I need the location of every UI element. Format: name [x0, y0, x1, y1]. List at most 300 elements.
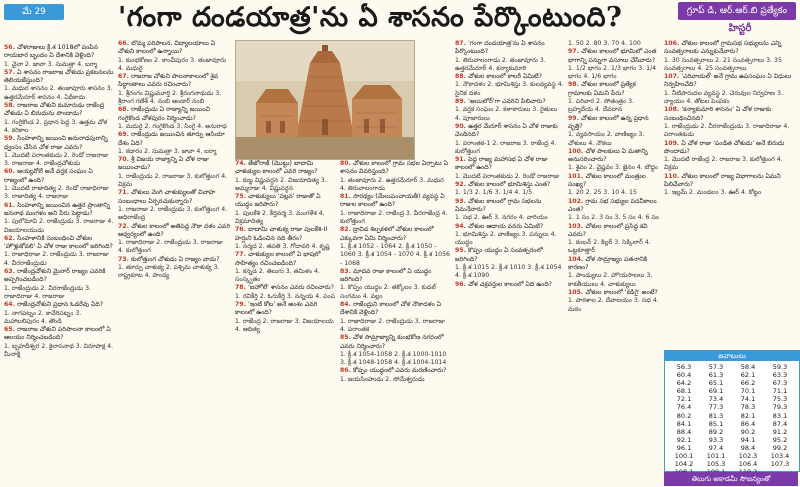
question-item [664, 140, 798, 173]
question-body: చాళుక్యులు 'పల్లవ' రాజుతో ఏ యుద్ధం జరిపారు? [235, 193, 321, 209]
question-options: 1. మొదటి రాజాదిత్య 2. రెండో రాజాధిరాజు 3. రాజాదిత్య 4. రాజరాజు [4, 185, 109, 201]
question-options: 1. కొప్పం యుద్ధం 2. తక్కోలం 3. కుడల్ సంగమం 4. వల్లం [340, 284, 436, 300]
question-body: ఏ చోళ రాజు 'పండిత చోళుడు' అనే బిరుదు పొందాడు? [664, 139, 785, 155]
question-item [568, 223, 660, 256]
question-options: 1. తంజావూరు 2. ఉత్తరమేరూర్ 3. మధుర 4. తిరువాలంగాడు [340, 176, 444, 192]
question-number: 99. [568, 114, 582, 122]
question-number: 62. [4, 234, 18, 242]
question-number: 59. [4, 135, 18, 143]
question-body: చోళ సామ్రాజ్యం పతనానికి కారణం? [568, 255, 648, 272]
question-text [340, 160, 450, 177]
question-item [4, 44, 114, 69]
question-text [118, 131, 230, 148]
question-body: చోళుల కాలంలో కాలరీ ఏమిటి? [468, 73, 542, 81]
question-text [340, 193, 450, 210]
question-options: 1. శైవం 2. వైష్ణవం 3. జైనం 4. బౌద్ధం [568, 164, 658, 172]
question-options: 1. పాఠశాల 2. దేవాలయం 3. సభ 4. మఠం [568, 297, 659, 313]
question-options: 1. పాండ్యులు 2. హొయసాలలు 3. కాకతీయులు 4. చాళుక్యులు [568, 272, 653, 288]
question-options: 1. బృహదీశ్వర 2. కైలాసనాథ 3. విరూపాక్ష 4. మీనాక్షి [4, 342, 114, 358]
question-item [455, 156, 565, 181]
question-item [664, 106, 798, 139]
question-text [568, 81, 660, 98]
question-body: చోళుల కాలంలో ప్రత్యేక గ్రామాలకు ఏమని పేరు? [568, 81, 636, 97]
question-body: చోళ సామ్రాజ్యాన్ని కుంభకోణ నగరంలో ఎవరు నిర్మించారు? [340, 334, 444, 350]
question-text [455, 247, 565, 264]
question-options: 1. 1/3 2. 1/6 3. 1/4 4. 1/5 [455, 189, 533, 197]
question-options: 1. మొదటి పరాంతకుడు 2. రెండో రాజరాజు 3. రాజరాజు 4. రాజేంద్రచోళుడు [4, 151, 109, 168]
question-item [664, 173, 798, 198]
question-text [568, 173, 660, 190]
answer-cell: 80.2 [676, 411, 692, 420]
question-item [568, 289, 660, 314]
question-body: మాదవ రాజు కాలంలో ఏ యుద్ధం జరిగింది? [340, 267, 432, 284]
question-number: 68. [118, 106, 132, 114]
question-item [455, 223, 565, 248]
question-number: 92. [455, 181, 469, 189]
question-options: 1. చైనా 2. జావా 3. సుమత్రా 4. బర్మా [4, 60, 98, 68]
question-number: 71. [118, 189, 132, 197]
question-text [340, 367, 450, 375]
question-number: 110. [664, 172, 682, 180]
answer-cell: 94.1 [740, 435, 756, 444]
question-number: 79. [235, 301, 249, 309]
question-body: చోళుల కాలంలో గ్రామసభ సభ్యులను ఎన్ని సంవత్సరాలకు ఎన్నుకునేవారు? [664, 40, 782, 56]
question-body: రాజేంద్రుని కాలంలో చోళ నౌకాదళం ఏ దేశానికి వెళ్లింది? [340, 301, 442, 317]
question-options: 1. జయసింహుడు 2. సోమేశ్వరుడు [340, 375, 425, 383]
question-body: 'కన్యాకుమారి శాసనం' ఏ చోళ రాజుకు సంబంధించినది? [664, 106, 772, 122]
question-body: రాజేంద్రుడు జయించిన తూర్పు ఆసియా దేశం ఏది? [118, 131, 225, 147]
question-item [4, 202, 114, 235]
question-column-6 [568, 40, 660, 485]
question-text [4, 268, 114, 285]
answer-cell: 63.3 [772, 371, 788, 380]
question-item [455, 98, 565, 123]
question-options: 1. క్రీ.శ 1015 2. క్రీ.శ 1010 3. క్రీ.శ 1054 4. క్రీ.శ 1090 [455, 264, 562, 280]
answer-cell: 64.2 [676, 379, 692, 388]
question-text [664, 73, 798, 90]
question-text [568, 148, 660, 165]
answer-cell: 79.3 [772, 403, 788, 412]
question-item [235, 301, 335, 334]
question-number: 93. [455, 197, 469, 205]
question-number: 109. [664, 139, 682, 147]
question-column-3 [235, 160, 335, 485]
question-column-1 [4, 44, 114, 484]
answer-cell: 97.4 [708, 443, 724, 452]
question-number: 86. [340, 367, 354, 375]
question-number: 78. [235, 284, 249, 292]
question-options: 1. 30 సంవత్సరాలు 2. 21 సంవత్సరాలు 3. 35 సంవత్సరాలు 4. 25 సంవత్సరాలు [664, 56, 782, 72]
question-body: రాజరాజ చోళుని పాలనాకాలంలో శైవ సిద్ధాంతాలు ఎవరు రచించారు? [118, 73, 219, 89]
question-text [568, 115, 660, 132]
question-body: చోళరాజులు క్రీ.శ 1018లో పంపిన రాయబార బృందం ఏ దేశానికి వెళ్లింది? [4, 44, 99, 60]
question-text [4, 202, 114, 219]
question-options: 1. రాజేంద్ర 2. రాజరాజు 3. విజయాలయ 4. ఆదిత్య [235, 317, 334, 333]
question-body: గ్రామ సభ సభ్యుల పదవీకాలం ఎంత? [568, 197, 657, 213]
answer-cell: 77.3 [708, 403, 724, 412]
question-text [455, 223, 565, 231]
question-text [455, 123, 565, 140]
answers-title: జవాబులు [665, 351, 799, 361]
question-text [455, 73, 565, 81]
question-options: 1. మధుర శాసనం 2. తంజావూరు శాసనం 3. ఉత్తరమేరూర్ శాసనం 4. ఏదీకాదు [4, 85, 113, 101]
answers-grid [665, 361, 799, 478]
question-body: 'అయిలోర్'గా ఎవరిని పిలిచారు? [468, 98, 546, 106]
answer-cell: 107.3 [770, 460, 790, 469]
question-item [664, 73, 798, 106]
answer-cell: 86.4 [740, 419, 756, 428]
question-body: చోళుల కాలంలో భూమిశిస్తు ఎంత? [468, 181, 551, 189]
question-options: 1. రాజేంద్రుడు 2. వీరరాజేంద్రుడు 3. రాజాదిరాజు 4. పరాంతకుడు [664, 122, 790, 139]
question-number: 61. [4, 201, 18, 209]
question-options: 1. కుబ్జ విష్ణువర్ధన 2. విజయాదిత్య 3. అమ్మరాజు 4. విష్ణువర్ధన [235, 176, 327, 192]
question-options: 1. క్రీ.శ 1052 - 1064 2. క్రీ.శ 1050 - 1060 3. క్రీ.శ 1054 - 1070 4. క్రీ.శ 1056 - 1068 [340, 242, 450, 267]
question-item [235, 226, 335, 251]
question-column-5 [455, 40, 565, 485]
question-number: 66. [118, 40, 132, 47]
question-number: 105. [568, 288, 586, 296]
question-number: 101. [568, 172, 586, 180]
question-number: 81. [340, 193, 354, 201]
question-options: 1. మదురై 2. గంగైకొండ 3. సింగై 4. అనురాధ [118, 122, 227, 130]
question-item [340, 193, 450, 226]
question-item [118, 156, 230, 189]
question-number: 84. [340, 301, 354, 309]
question-text [455, 181, 565, 189]
question-text [664, 173, 798, 190]
answer-cell: 71.1 [772, 387, 788, 396]
answer-cell: 91.2 [772, 427, 788, 436]
question-item [235, 160, 335, 193]
question-options: 1. గంగైకొండ 2. ప్రధాన పెద్ద 3. ఉత్తమ చోళ 4. కరికాల [4, 118, 108, 134]
question-text [235, 301, 335, 318]
question-text [4, 235, 114, 252]
question-body: చోళ పాలకులు ఏ మతాన్ని అనుసరించారు? [568, 147, 648, 164]
answers-box [664, 350, 800, 472]
question-number: 91. [455, 156, 469, 164]
question-item [235, 193, 335, 226]
question-text [4, 301, 114, 309]
question-text [340, 334, 450, 351]
question-text [568, 256, 660, 273]
question-body: చోళుల కాలంలో మంత్రుల సంఖ్య? [568, 172, 646, 189]
question-column-2 [118, 40, 230, 485]
question-number: 76. [235, 226, 249, 234]
question-number: 80. [340, 160, 354, 167]
question-item [118, 256, 230, 281]
question-body: కులోత్తుంగ చోళుడు ఏ రాజ్యం వాడు? [131, 255, 220, 263]
question-body: ద్రావిడ శిల్పకళలో చోళుల కాలంలో ఎక్కువగా ఏమి నిర్మించారు? [340, 226, 434, 242]
question-item [4, 69, 114, 102]
question-options: 1. కంబన్ 2. కిల్లర్ 3. సెక్కిలార్ 4. ఒట్టకూత్తార్ [568, 239, 651, 255]
question-text [4, 326, 114, 343]
question-number: 57. [4, 68, 18, 76]
question-column-4 [340, 160, 450, 485]
question-item [4, 268, 114, 301]
question-options: 1. ఇల్లమ్ 2. మండలం 3. ఊర్ 4. కోట్టం [664, 189, 762, 197]
question-item [4, 102, 114, 135]
answer-cell: 68.1 [676, 387, 692, 396]
question-number: 73. [118, 255, 132, 263]
question-number: 96. [455, 280, 469, 288]
question-options: 1. కుంభకోణం 2. కాంచీపురం 3. తంజావూరు 4. మధురై [118, 56, 227, 72]
temple-photo [235, 40, 415, 160]
question-options: 1. మొదటి రాజేంద్ర 2. రాజరాజ 3. కులోత్తుంగ 4. విక్రమ [664, 156, 783, 172]
question-item [340, 226, 450, 267]
question-text [664, 140, 798, 157]
answer-cell: 75.3 [772, 395, 788, 404]
question-number: 102. [568, 197, 586, 205]
question-number: 67. [118, 73, 132, 81]
question-body: 'ఐహోలే' శాసనం ఎవరు రచించారు? [248, 284, 334, 292]
question-text [118, 73, 230, 90]
question-options: 1. వర్తక సంఘం 2. కళాకారులు 3. రైతులు 4. పూజారులు [455, 106, 558, 122]
question-options: 1. కడారం 2. సుమత్రా 3. జావా 4. బర్మా [118, 147, 217, 155]
question-options: 1. రాజాధిరాజు 2. రాజేంద్రుడు 3. రాజరాజు 4. వీరరాజేంద్రుడు [4, 251, 109, 267]
question-options: 1. రాజేంద్రుడు 2. వీరరాజేంద్రుడు 3. రాజాదిరాజు 4. రాజరాజు [4, 284, 92, 300]
answer-cell: 95.2 [772, 435, 788, 444]
question-text [235, 226, 335, 243]
question-number: 94. [455, 222, 469, 230]
question-text [340, 301, 450, 318]
question-number: 60. [4, 168, 18, 176]
question-number: 65. [4, 326, 18, 334]
question-body: అయ్యవోలే అనే వర్తక సంఘం ఏ రాజ్యంలో ఉంది? [4, 168, 93, 184]
answer-cell: 103.4 [770, 452, 790, 461]
answer-cell: 99.2 [772, 443, 788, 452]
question-text [455, 156, 565, 173]
question-body: రాజరాజ చోళుని కుమారుడు రాజేంద్ర చోళుడు ఏ బిరుదును పొందాడు? [4, 102, 105, 118]
question-text [235, 284, 335, 292]
question-body: బొమ్మ పరిపాలన, విద్యాలయాలు ఏ చోళుని కాలంలో ఉన్నాయి? [118, 40, 216, 56]
question-item [340, 367, 450, 384]
question-body: చోళుల కాలంలో రాజ్య విభాగాలను ఏమని పిలిచేవారు? [664, 172, 781, 189]
question-item [568, 115, 660, 148]
question-options: 1. రాజాదిరాజు 2. రాజేంద్రుడు 3. రాజరాజు 4. పరాంతక [340, 317, 445, 333]
answer-cell: 93.3 [708, 435, 724, 444]
question-number: 64. [4, 301, 18, 309]
question-number: 104. [568, 255, 586, 263]
answer-cell: 60.4 [676, 371, 692, 380]
answer-cell: 89.2 [708, 427, 724, 436]
answer-cell: 82.1 [740, 411, 756, 420]
question-body: చోళుల కాలంలో భూమిలో ఎంత భాగాన్ని పన్నుగా వసూలు చేసేవారు? [568, 48, 657, 64]
question-item [340, 160, 450, 193]
answer-cell: 59.3 [772, 363, 788, 371]
answer-cell: 100.1 [674, 452, 694, 461]
answer-cell: 72.1 [676, 395, 692, 404]
answer-cell: 87.4 [772, 419, 788, 428]
question-number: 72. [118, 222, 132, 230]
question-options: 1. పులకేశి 2. కీర్తివర్మ 3. మంగళేశ 4. విక్రమాదిత్య [235, 209, 325, 226]
question-options: 1. 1/2 భాగం 2. 1/3 భాగం 3. 1/4 భాగం 4. 1/6 భాగం [568, 64, 657, 81]
question-text [568, 289, 660, 297]
answer-cell: 90.2 [740, 427, 756, 436]
answer-cell: 105.3 [706, 460, 726, 469]
question-body: ఉత్తర మేరూర్ శాసనం ఏ చోళ రాజుకు చెందినది? [455, 122, 558, 139]
question-item [235, 251, 335, 284]
answer-cell: 56.3 [676, 363, 692, 371]
answer-cell: 69.1 [708, 387, 724, 396]
question-body: 'గంగా దండయాత్ర'ను ఏ శాసనం పేర్కొంటుంది? [455, 40, 545, 56]
question-item [664, 40, 798, 73]
question-item [455, 181, 565, 198]
question-number: 70. [118, 156, 132, 164]
question-text [455, 281, 565, 289]
answer-cell: 58.4 [740, 363, 756, 371]
question-body: 'ఇంటి కోట' అనే అంశం ఎవరి కాలంలో ఉంది? [235, 301, 318, 317]
question-number: 87. [455, 40, 469, 47]
question-number: 63. [4, 268, 18, 276]
answer-cell: 102.3 [738, 452, 758, 461]
question-body: రాజేంద్రచోళుని ప్రధాన ఓడరేవు ఏది? [17, 301, 104, 309]
question-body: చోళుల కాలంలో గ్రామ సభల ఏర్పాటు ఏ శాసనం వివరిస్తుంది? [340, 160, 449, 176]
question-item [118, 40, 230, 73]
answer-cell: 83.1 [772, 411, 788, 420]
question-number: 88. [455, 73, 469, 81]
question-item [118, 106, 230, 131]
answer-cell: 84.1 [676, 419, 692, 428]
question-item [568, 148, 660, 173]
question-text [455, 40, 565, 57]
answer-cell: 74.1 [740, 395, 756, 404]
question-item [118, 223, 230, 256]
question-text [4, 168, 114, 185]
question-number: 77. [235, 251, 249, 259]
answer-cell: 67.3 [772, 379, 788, 388]
question-options: 1. మొదటి పరాంతకుడు 2. రెండో రాజరాజు [455, 172, 560, 180]
question-body: సింహళాన్ని జయించిన ఉత్తర ప్రాంతాన్ని జననాథ మంగళం అని పేరు పెట్టాడు? [4, 201, 110, 217]
question-body: రాజేంద్రుడు ఏ రాజ్యాన్ని జయించి గంగైకొండ చోళపురం నిర్మించాడు? [118, 106, 211, 122]
question-options: 1. రాజేంద్రుడు 2. రాజరాజు 3. కులోత్తుంగ 4. విక్రమ [118, 172, 228, 189]
question-number: 75. [235, 193, 249, 201]
question-text [4, 102, 114, 119]
question-text [455, 98, 565, 106]
question-options: 1. రాజాదిరాజు 2. రాజేంద్రుడు 3. రాజరాజు 4. కులోత్తుంగ [118, 239, 223, 255]
question-number: 56. [4, 44, 18, 51]
question-options: 1. పరాంతక-1 2. రాజరాజ 3. రాజేంద్ర 4. కులోత్తుంగ [455, 139, 557, 155]
header-bar [0, 0, 800, 40]
question-text [118, 106, 230, 123]
question-item [118, 189, 230, 222]
question-number: 97. [568, 48, 582, 56]
question-item [568, 173, 660, 198]
answer-cell: 106.4 [738, 460, 758, 469]
question-options: 1. భూమిశిస్తు 2. వాణిజ్యం 3. పన్నులు 4. యుద్ధం [455, 230, 557, 247]
question-options: 1. సభ 2. ఊర్ 3. నగరం 4. వారియం [455, 214, 548, 222]
question-options: 1. 20 2. 25 3. 10 4. 15 [568, 189, 637, 197]
question-text [568, 198, 660, 215]
question-number: 85. [340, 334, 354, 342]
question-number: 69. [118, 131, 132, 139]
question-item [455, 73, 565, 98]
question-number: 108. [664, 106, 682, 114]
question-item [4, 301, 114, 326]
answer-cell: 76.4 [676, 403, 692, 412]
question-body: కొప్పం యుద్ధం ఏ సంవత్సరంలో జరిగింది? [455, 247, 543, 263]
question-body: చోళ చక్రవర్తుల కాలంలో ఏది ఉంది? [468, 280, 552, 288]
answer-cell: 101.1 [706, 452, 726, 461]
question-body: బాదామి చాళుక్య రాజు పులకేశి-II హర్షుని ఓడించిన నది తీరం? [235, 226, 328, 242]
question-options: 1. తూర్పు చాళుక్య 2. పశ్చిమ చాళుక్య 3. రాష్ట్రకూట 4. పాండ్య [118, 264, 220, 280]
page-headline: 'గంగా దండయాత్ర'ను ఏ శాసనం పేర్కొంటుంది? [118, 2, 623, 33]
question-text [118, 40, 230, 57]
question-item [235, 284, 335, 301]
answer-cell: 70.1 [740, 387, 756, 396]
answer-cell: 104.2 [674, 460, 694, 469]
question-body: సారథ్యం (మేలుపంచాయతీ) వ్యవస్థ ఏ రాజుల కాలంలో ఉంది? [340, 193, 445, 209]
question-number: 103. [568, 222, 586, 230]
question-item [4, 168, 114, 201]
answer-cell: 57.3 [708, 363, 724, 371]
answer-cell: 92.1 [676, 435, 692, 444]
question-body: చోళుల కాలంలో గ్రామ సభలను ఏమనేవారు? [455, 197, 542, 213]
question-text [118, 256, 230, 264]
question-body: సింహళాన్ని జయించి అనురాధపురాన్ని ధ్వంసం చేసిన చోళ రాజు ఎవరు? [4, 135, 108, 151]
question-options: 1. నర్మద 2. తపతి 3. గోదావరి 4. కృష్ణ [235, 242, 330, 250]
question-text [4, 135, 114, 152]
question-options: 1. క్రీ.శ 1054-1058 2. క్రీ.శ 1000-1010 3. క్రీ.శ 1048-1058 4. క్రీ.శ 1004-1014 [340, 350, 447, 367]
answer-cell: 78.3 [740, 403, 756, 412]
question-column-7 [664, 40, 798, 345]
answer-cell: 88.4 [676, 427, 692, 436]
question-body: రాజరాజ చోళుని పరిపాలనా కాలంలో ఏ ఆలయం నిర్మించబడింది? [4, 326, 111, 342]
answer-cell: 85.1 [708, 419, 724, 428]
question-number: 58. [4, 102, 18, 110]
question-text [235, 193, 335, 210]
question-body: చాళుక్యుల కాలంలో ఏ భాషలో సాహిత్యం రచించబడింది? [235, 251, 321, 267]
question-options: 1. నీటిపారుదల వ్యవస్థ 2. చెరువుల నిర్వహణ 3. న్యాయం 4. తోటల పెంపకం [664, 89, 783, 106]
answer-cell: 98.4 [740, 443, 756, 452]
question-options: 1. రాజరాజు 2. రాజేంద్రుడు 3. కులోత్తుంగ 4. అధిరాజేంద్ర [118, 205, 228, 222]
answer-cell: 81.3 [708, 411, 724, 420]
question-item [4, 135, 114, 168]
question-text [568, 223, 660, 240]
question-text [340, 226, 450, 243]
question-body: చోళుల కాలంలో ఉన్న ప్రధాన వృత్తి? [568, 114, 649, 130]
question-body: 'ఎరివాయల్' అనే గ్రామ ఉపసంఘం ఏ విధులు నిర్వహించేది? [664, 73, 792, 89]
answer-cell: 61.3 [708, 371, 724, 380]
answer-cell: 62.1 [740, 371, 756, 380]
question-body: ఏ శాసనం రాజరాజ చోళుడు ప్రకటనలను తెలియజేస్తుంది? [4, 68, 114, 85]
question-item [455, 198, 565, 223]
subject-label: హిస్టరీ [728, 23, 752, 34]
answer-cell: 65.1 [708, 379, 724, 388]
question-item [455, 281, 565, 289]
series-tag: గ్రూప్ డి, ఆర్.ఆర్.బి ప్రత్యేకం [678, 2, 796, 20]
question-number: 89. [455, 98, 469, 106]
question-body: చోళులు వెంగి చాళుక్యులతో వివాహ సంబంధాలు ఏర్పరచుకున్నారు? [118, 189, 216, 205]
question-options: 1. 1 సం 2. 3 సం 3. 5 సం 4. 6 సం [568, 214, 659, 222]
question-body: తేజోరాజ్ (మొట్టు) బాదామి చాళుక్యుల కాలంలో ఎవరి రాజ్యం? [235, 160, 318, 176]
question-options: 1. పరివార 2. సోతంత్రం 3. బ్రహ్మదేయ 4. దేవదాన [568, 98, 635, 114]
question-item [118, 73, 230, 106]
question-text [118, 223, 230, 240]
question-options: 1. కన్నడ 2. తెలుగు 3. తమిళం 4. సంస్కృతం [235, 267, 320, 284]
question-body: సింహళానికి సంబంధించి చోళుల 'హొళ్లుకోవలి' ఏ చోళ రాజు కాలంలో జరిగింది? [4, 234, 113, 251]
question-body: చోళుల ఆదాయ వనరు ఏమిటి? [468, 222, 544, 230]
question-text [340, 268, 450, 285]
question-number: 95. [455, 247, 469, 255]
question-text [118, 189, 230, 206]
question-number: 98. [568, 81, 582, 89]
credit-footer: తెలుగు అకాడమీ సౌజన్యంతో [664, 472, 798, 486]
question-body: శ్రీ విజయ రాజ్యాన్ని ఏ చోళ రాజు జయించాడు? [118, 156, 209, 172]
question-item [4, 235, 114, 268]
question-text [118, 156, 230, 173]
question-body: పెద్ద రాజ్య మహాసభ ఏ చోళ రాజు కాలంలో ఉంది? [455, 156, 548, 172]
question-text [235, 251, 335, 268]
